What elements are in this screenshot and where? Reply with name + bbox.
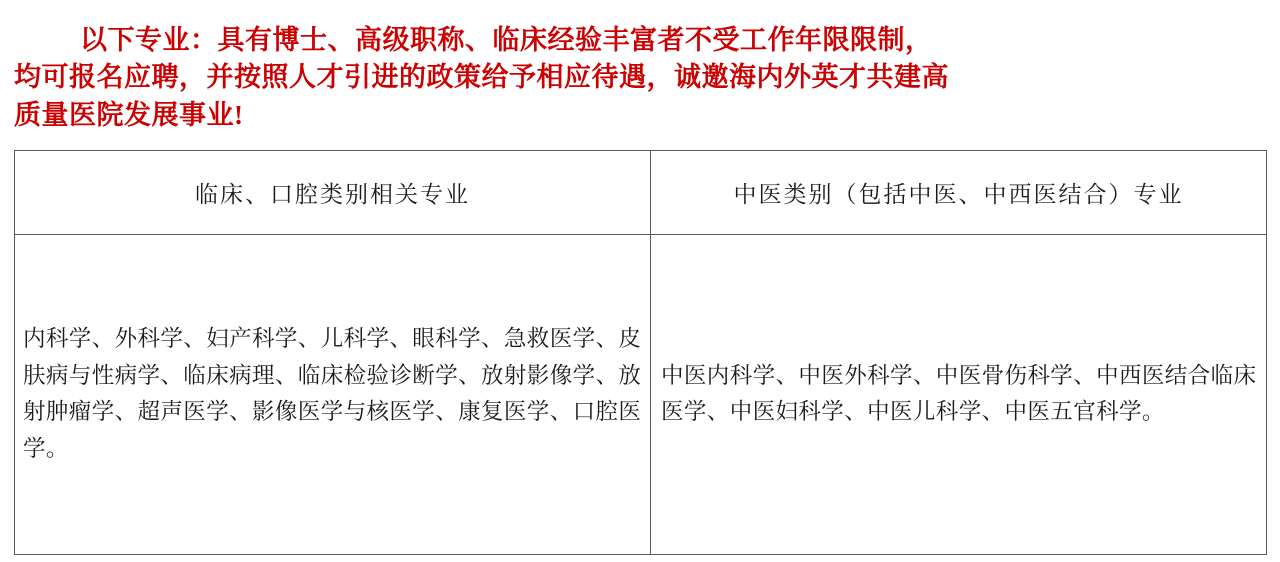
majors-table xyxy=(14,150,1267,555)
notice-paragraph xyxy=(0,0,1280,144)
table-header-tcm: 中医类别（包括中医、中西医结合）专业 xyxy=(651,150,1267,234)
notice-line-3: 质量医院发展事业! xyxy=(14,99,244,130)
notice-line-2: 均可报名应聘，并按照人才引进的政策给予相应待遇，诚邀海内外英才共建高 xyxy=(14,62,949,93)
table-cell-tcm-majors xyxy=(651,234,1267,554)
table-header-row xyxy=(15,150,1267,234)
table-row xyxy=(15,234,1267,554)
notice-line-1: 以下专业：具有博士、高级职称、临床经验丰富者不受工作年限限制， xyxy=(80,25,933,55)
clinical-majors-text: 内科学、外科学、妇产科学、儿科学、眼科学、急救医学、皮肤病与性病学、临床病理、临床检验诊断学、放射影像学、放射肿瘤学、超声医学、影像医学与核医学、康复医学、口腔医学。 xyxy=(23,326,642,461)
tcm-majors-text: 中医内科学、中医外科学、中医骨伤科学、中西医结合临床医学、中医妇科学、中医儿科学、中医五官科学。 xyxy=(661,362,1257,425)
table-header-clinical: 临床、口腔类别相关专业 xyxy=(15,150,651,234)
table-cell-clinical-majors xyxy=(15,234,651,554)
